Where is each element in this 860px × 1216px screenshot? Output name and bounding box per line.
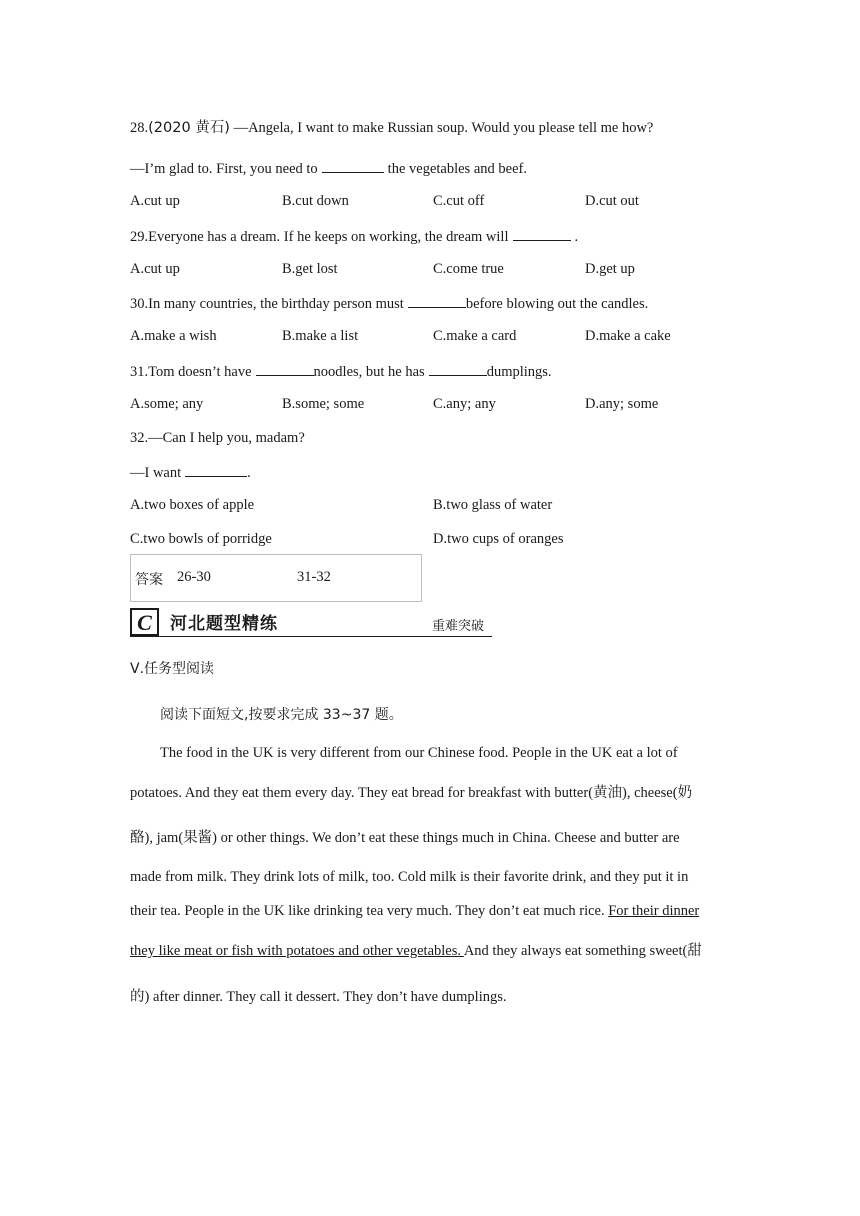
q28-source: (2020 黄石) <box>148 120 230 136</box>
answer-blank <box>322 158 384 173</box>
q28-option-b: B.cut down <box>282 193 349 209</box>
section-title: Ⅴ.任务型阅读 <box>130 661 215 677</box>
underlined-sentence-start: For their dinner <box>608 903 700 919</box>
q30-text-end: before blowing out the candles. <box>465 296 649 312</box>
section-instruction: 阅读下面短文,按要求完成 33~37 题。 <box>160 707 403 723</box>
passage-line-4: made from milk. They drink lots of milk, too. Cold milk is their favorite drink, and they put it in <box>130 869 689 885</box>
banner-underline <box>130 636 492 637</box>
q29-text: 29.Everyone has a dream. If he keeps on working, the dream will <box>130 229 509 245</box>
passage-line-1: The food in the UK is very different from our Chinese food. People in the UK eat a lot of <box>160 745 678 761</box>
q30-option-b: B.make a list <box>282 328 359 344</box>
q31-stem <box>130 361 552 381</box>
answer-range-31-32: 31-32 <box>297 569 331 585</box>
q29-end: . <box>574 229 579 245</box>
answer-box <box>130 554 422 602</box>
q31-text-start: 31.Tom doesn’t have <box>130 364 252 380</box>
passage-line-2: potatoes. And they eat them every day. They eat bread for breakfast with butter(黄油), cheese(奶 <box>130 785 693 801</box>
q29-stem <box>130 226 578 246</box>
q28-line2-end: the vegetables and beef. <box>387 161 527 177</box>
q29-option-c: C.come true <box>433 261 504 277</box>
q31-option-b: B.some; some <box>282 396 365 412</box>
passage-line-5 <box>130 902 699 920</box>
banner-subtitle: 重难突破 <box>432 619 485 634</box>
q29-option-a: A.cut up <box>130 261 180 277</box>
svg-text:C: C <box>137 610 152 635</box>
q30-option-a: A.make a wish <box>130 328 217 344</box>
q28-number: 28. <box>130 120 149 136</box>
underlined-sentence-end: they like meat or fish with potatoes and other vegetables. <box>130 943 464 959</box>
q32-line2-end: . <box>247 465 251 481</box>
q29-option-b: B.get lost <box>282 261 338 277</box>
passage-line-7: 的) after dinner. They call it dessert. They don’t have dumplings. <box>130 989 507 1005</box>
q32-line2 <box>130 462 251 482</box>
answer-blank <box>429 361 487 376</box>
passage-line-6 <box>130 942 702 960</box>
passage-line-6-text: And they always eat something sweet(甜 <box>463 943 702 959</box>
q28-text: —Angela, I want to make Russian soup. Would you please tell me how? <box>229 120 654 136</box>
q30-stem <box>130 293 648 313</box>
banner-title: 河北题型精练 <box>170 614 278 634</box>
q31-text-end: dumplings. <box>486 364 552 380</box>
answer-blank <box>408 293 466 308</box>
q31-option-d: D.any; some <box>585 396 659 412</box>
q28-stem <box>130 119 653 137</box>
q32-option-d: D.two cups of oranges <box>433 531 564 547</box>
q28-line2 <box>130 158 527 178</box>
q30-option-d: D.make a cake <box>585 328 671 344</box>
q28-option-c: C.cut off <box>433 193 485 209</box>
q30-option-c: C.make a card <box>433 328 517 344</box>
q31-option-a: A.some; any <box>130 396 204 412</box>
banner-c-icon <box>130 608 160 636</box>
q32-line2-start: —I want <box>130 465 182 481</box>
q28-option-d: D.cut out <box>585 193 639 209</box>
section-banner <box>130 607 492 637</box>
q32-stem: 32.—Can I help you, madam? <box>130 430 305 446</box>
answer-box-label: 答案 <box>135 572 163 588</box>
q32-option-b: B.two glass of water <box>433 497 553 513</box>
q31-option-c: C.any; any <box>433 396 496 412</box>
q28-option-a: A.cut up <box>130 193 180 209</box>
answer-blank <box>513 226 571 241</box>
q28-line2-start: —I’m glad to. First, you need to <box>130 161 318 177</box>
q29-option-d: D.get up <box>585 261 635 277</box>
passage-line-3: 酪), jam(果酱) or other things. We don’t eat these things much in China. Cheese and butter are <box>130 830 680 846</box>
answer-blank <box>185 462 247 477</box>
q32-option-c: C.two bowls of porridge <box>130 531 272 547</box>
answer-range-26-30: 26-30 <box>177 569 211 585</box>
passage-line-5-text: their tea. People in the UK like drinking tea very much. They don’t eat much rice. <box>130 903 609 919</box>
q30-text-start: 30.In many countries, the birthday person must <box>130 296 404 312</box>
q31-text-middle: noodles, but he has <box>313 364 425 380</box>
q32-option-a: A.two boxes of apple <box>130 497 255 513</box>
answer-blank <box>256 361 314 376</box>
